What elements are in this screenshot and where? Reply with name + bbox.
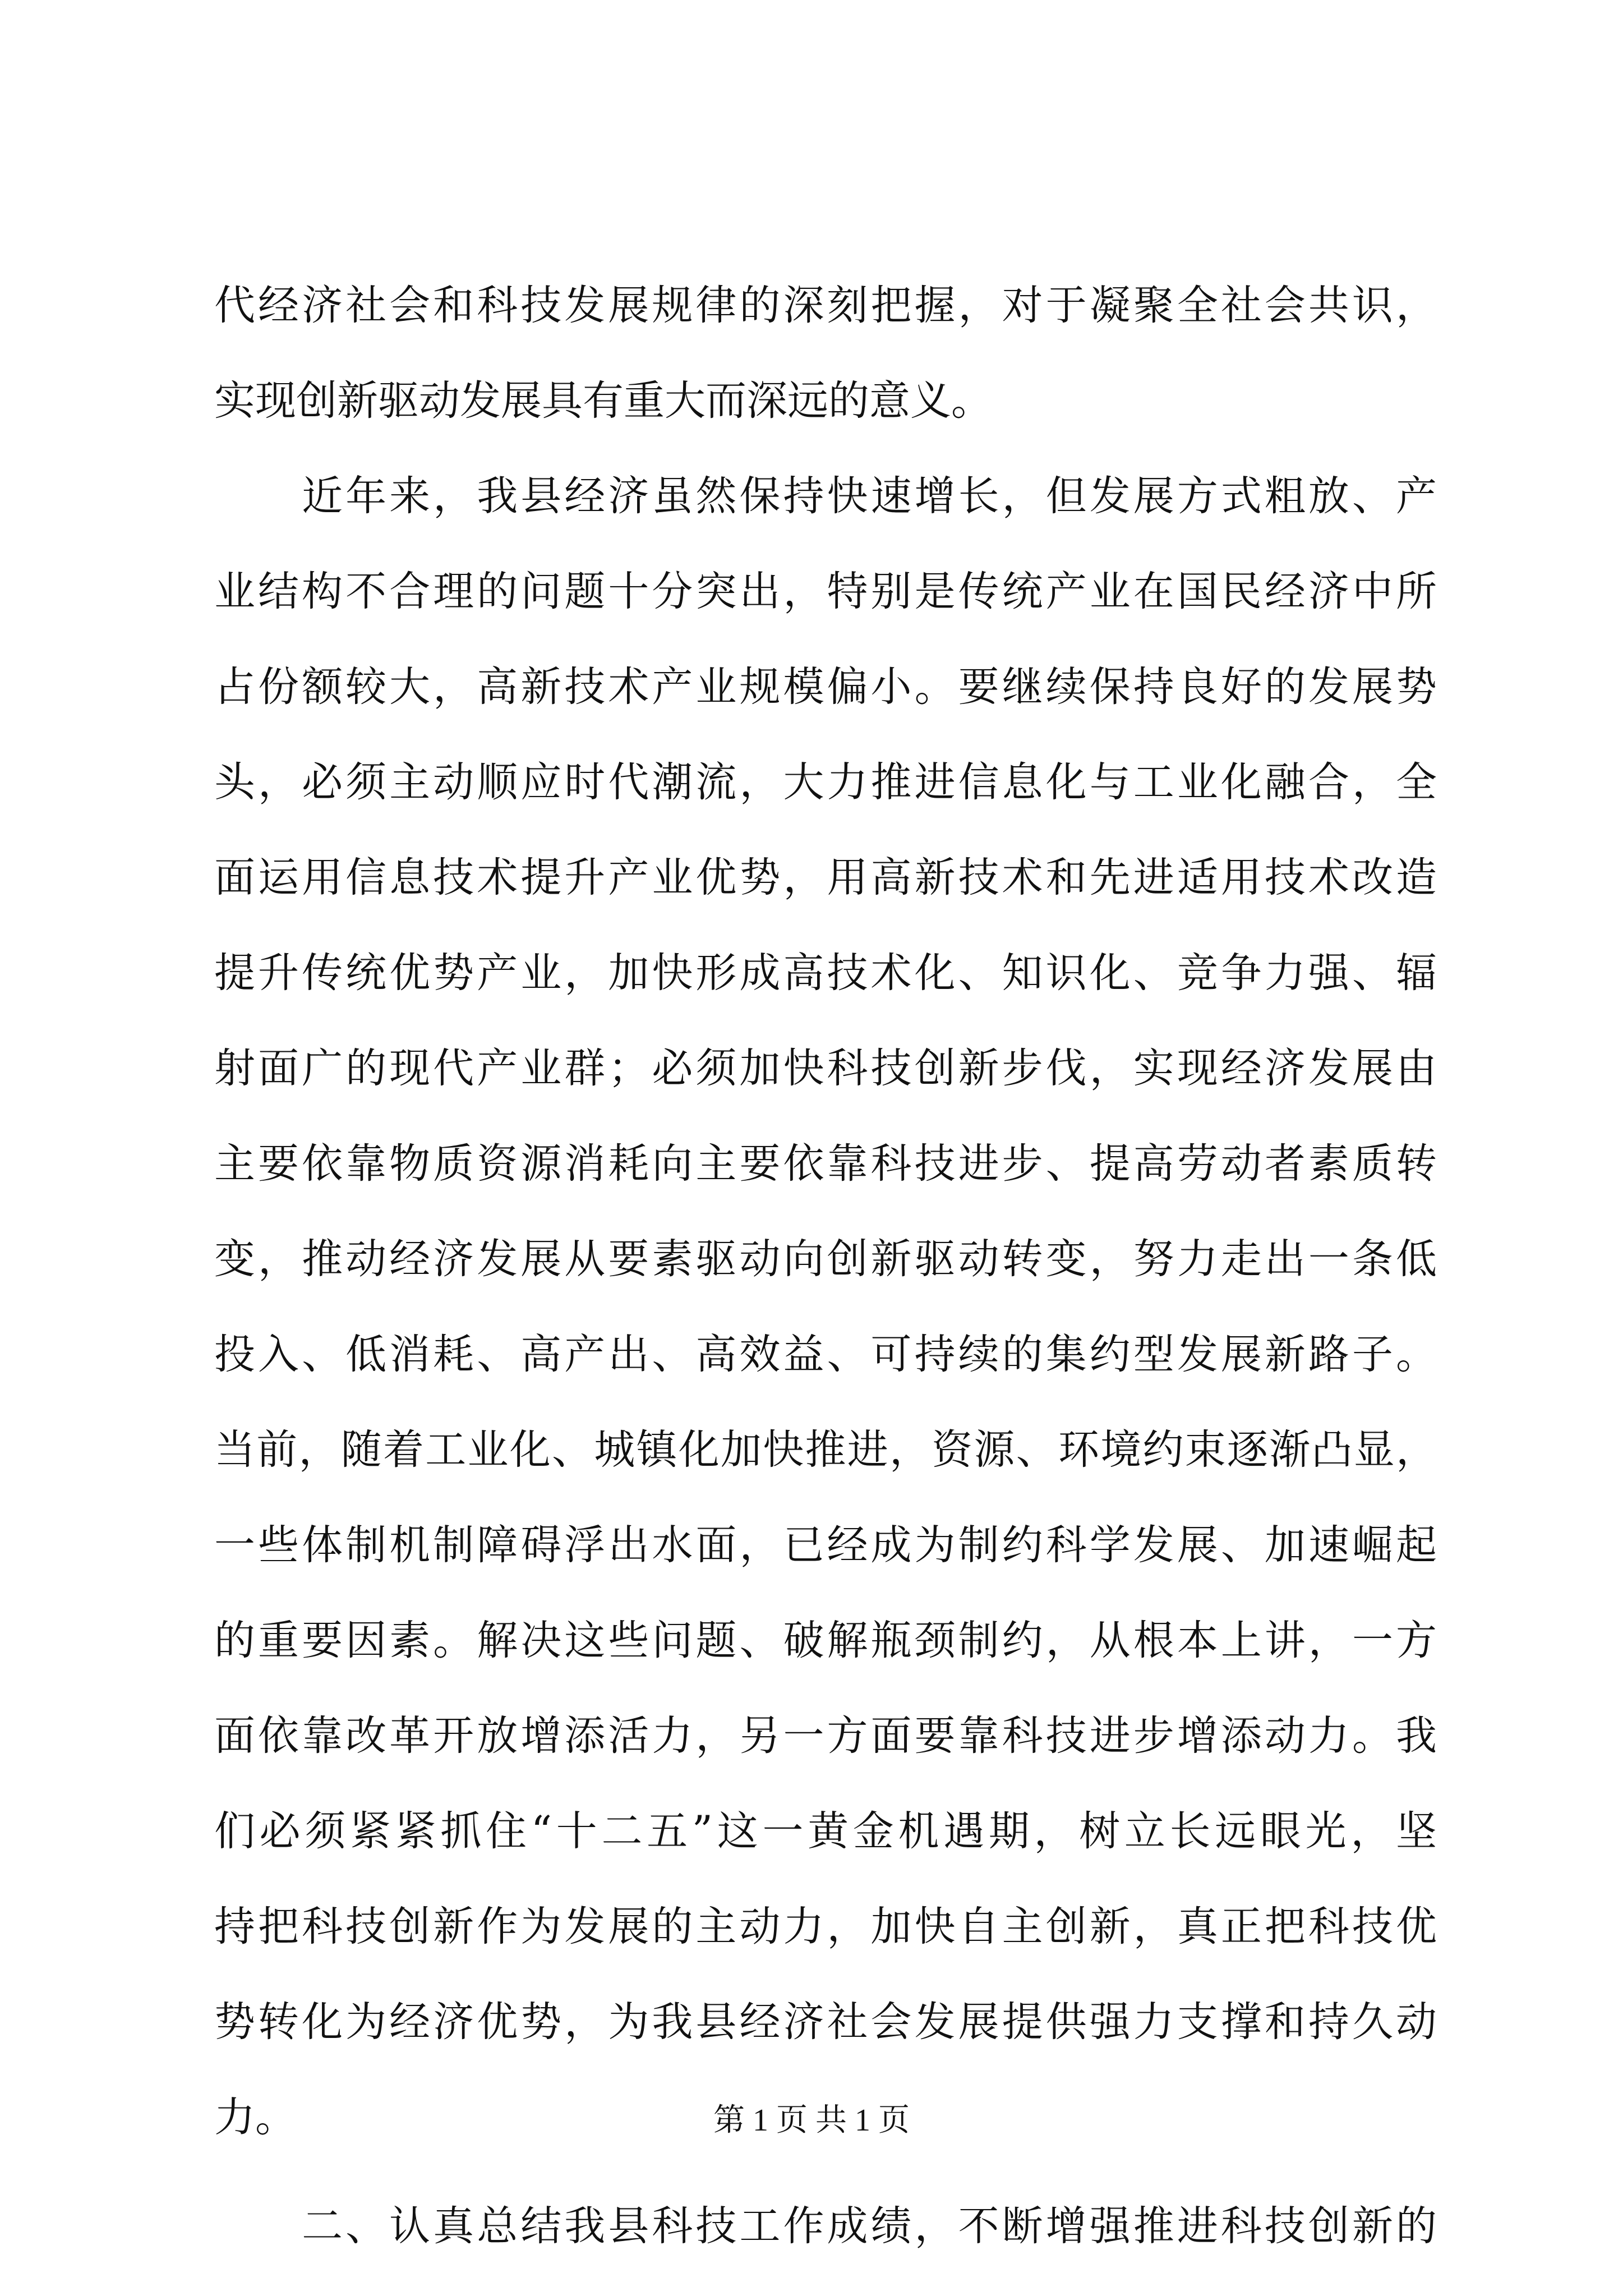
text-line: 持把科技创新作为发展的主动力，加快自主创新，真正把科技优 [214,1903,1437,1950]
text-line: 代经济社会和科技发展规律的深刻把握，对于凝聚全社会共识， [214,282,1437,329]
text-line: 近年来，我县经济虽然保持快速增长，但发展方式粗放、产 [214,472,1437,520]
text-line: 业结构不合理的问题十分突出，特别是传统产业在国民经济中所 [214,568,1437,615]
text-line: 实现创新驱动发展具有重大而深远的意义。 [214,377,992,425]
text-line: 一些体制机制障碍浮出水面，已经成为制约科学发展、加速崛起 [214,1521,1437,1569]
text-line: 占份额较大，高新技术产业规模偏小。要继续保持良好的发展势 [214,663,1437,711]
document-body [214,258,1437,2274]
text-line: 射面广的现代产业群；必须加快科技创新步伐，实现经济发展由 [214,1045,1437,1092]
text-line: 势转化为经济优势，为我县经济社会发展提供强力支撑和持久动 [214,1998,1437,2046]
text-line: 头，必须主动顺应时代潮流，大力推进信息化与工业化融合，全 [214,758,1437,806]
text-line: 力。 [214,2093,296,2141]
text-line: 变，推动经济发展从要素驱动向创新驱动转变，努力走出一条低 [214,1235,1437,1283]
text-line: 面依靠改革开放增添活力，另一方面要靠科技进步增添动力。我 [214,1712,1437,1760]
page-footer: 第 1 页 共 1 页 [713,2103,910,2138]
text-line: 投入、低消耗、高产出、高效益、可持续的集约型发展新路子。 [214,1331,1437,1378]
text-line: 主要依靠物质资源消耗向主要依靠科技进步、提高劳动者素质转 [214,1140,1437,1188]
text-line: 的重要因素。解决这些问题、破解瓶颈制约，从根本上讲，一方 [214,1617,1437,1664]
text-line: 面运用信息技术提升产业优势，用高新技术和先进适用技术改造 [214,854,1437,901]
paragraph-gap [214,2165,1437,2179]
text-line: 提升传统优势产业，加快形成高技术化、知识化、竞争力强、辐 [214,949,1437,997]
text-line: 们必须紧紧抓住“十二五”这一黄金机遇期，树立长远眼光，坚 [214,1807,1437,1855]
section-heading-line: 二、认真总结我县科技工作成绩，不断增强推进科技创新的 [214,2202,1437,2250]
text-line: 当前，随着工业化、城镇化加快推进，资源、环境约束逐渐凸显， [214,1426,1437,1474]
